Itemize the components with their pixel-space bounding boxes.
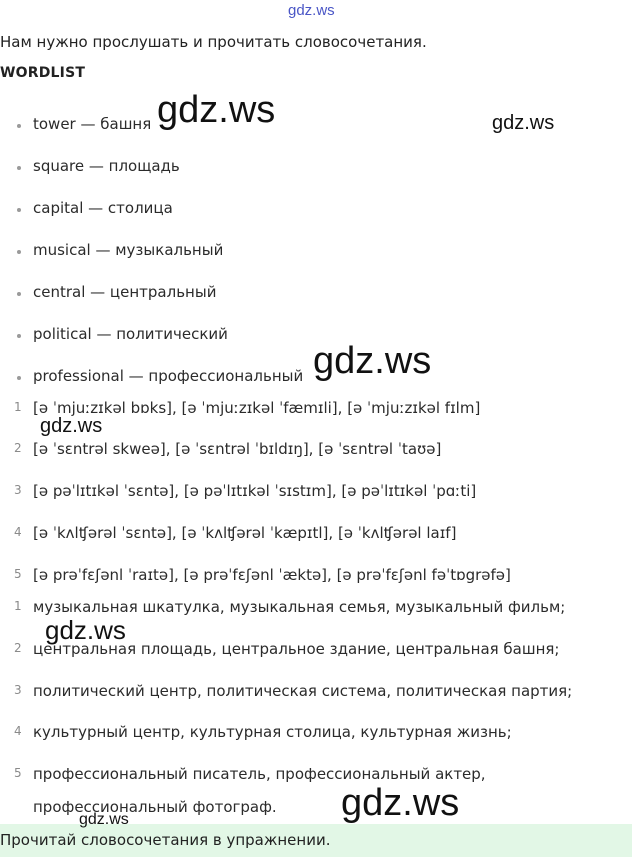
bullet-icon (17, 208, 21, 212)
intro-text: Нам нужно прослушать и прочитать словосочетания. (0, 33, 427, 51)
bullet-icon (17, 292, 21, 296)
translation-text: центральная площадь, центральное здание, центральная башня; (33, 640, 560, 658)
wordlist-heading: WORDLIST (0, 65, 86, 81)
translation-text: политический центр, политическая система, политическая партия; (33, 682, 573, 700)
translation-text: профессиональный писатель, профессиональный актер, (33, 765, 486, 783)
watermark: gdz.ws (288, 2, 335, 19)
wordlist-entry: political — политический (33, 325, 228, 343)
item-number: 1 (14, 400, 22, 414)
watermark: gdz.ws (45, 615, 126, 645)
item-number: 3 (14, 683, 22, 697)
watermark: gdz.ws (313, 340, 432, 382)
transcription-text: [ə pəˈlɪtɪkəl ˈsɛntə], [ə pəˈlɪtɪkəl ˈsɪstɪm], [ə pəˈlɪtɪkəl ˈpɑːti] (33, 482, 477, 500)
wordlist-entry: musical — музыкальный (33, 241, 224, 259)
translation-text: культурный центр, культурная столица, культурная жизнь; (33, 723, 512, 741)
bullet-icon (17, 250, 21, 254)
item-number: 2 (14, 641, 22, 655)
wordlist-entry: capital — столица (33, 199, 173, 217)
wordlist-entry: tower — башня (33, 115, 152, 133)
item-number: 3 (14, 483, 22, 497)
wordlist-entry: professional — профессиональный (33, 367, 304, 385)
watermark: gdz.ws (79, 811, 129, 828)
transcription-text: [ə ˈsɛntrəl skweə], [ə ˈsɛntrəl ˈbɪldɪŋ], [ə ˈsɛntrəl ˈtaʊə] (33, 440, 442, 458)
transcription-text: [ə prəˈfɛʃənl ˈraɪtə], [ə prəˈfɛʃənl ˈæktə], [ə prəˈfɛʃənl fəˈtɒgrəfə] (33, 566, 511, 584)
footer-text: Прочитай словосочетания в упражнении. (0, 831, 331, 849)
wordlist-entry: square — площадь (33, 157, 180, 175)
item-number: 5 (14, 567, 22, 581)
transcription-text: [ə ˈmjuːzɪkəl bɒks], [ə ˈmjuːzɪkəl ˈfæmɪli], [ə ˈmjuːzɪkəl fɪlm] (33, 399, 481, 417)
watermark: gdz.ws (157, 89, 276, 131)
translation-text: музыкальная шкатулка, музыкальная семья, музыкальный фильм; (33, 598, 566, 616)
bullet-icon (17, 124, 21, 128)
wordlist-entry: central — центральный (33, 283, 217, 301)
watermark: gdz.ws (40, 415, 103, 437)
item-number: 1 (14, 599, 22, 613)
bullet-icon (17, 376, 21, 380)
watermark: gdz.ws (492, 112, 555, 134)
bullet-icon (17, 334, 21, 338)
item-number: 5 (14, 766, 22, 780)
transcription-text: [ə ˈkʌlʧərəl ˈsɛntə], [ə ˈkʌlʧərəl ˈkæpɪtl], [ə ˈkʌlʧərəl laɪf] (33, 524, 457, 542)
item-number: 2 (14, 441, 22, 455)
item-number: 4 (14, 724, 22, 738)
translation-text: профессиональный фотограф. (33, 798, 277, 816)
bullet-icon (17, 166, 21, 170)
watermark: gdz.ws (341, 782, 460, 824)
item-number: 4 (14, 525, 22, 539)
